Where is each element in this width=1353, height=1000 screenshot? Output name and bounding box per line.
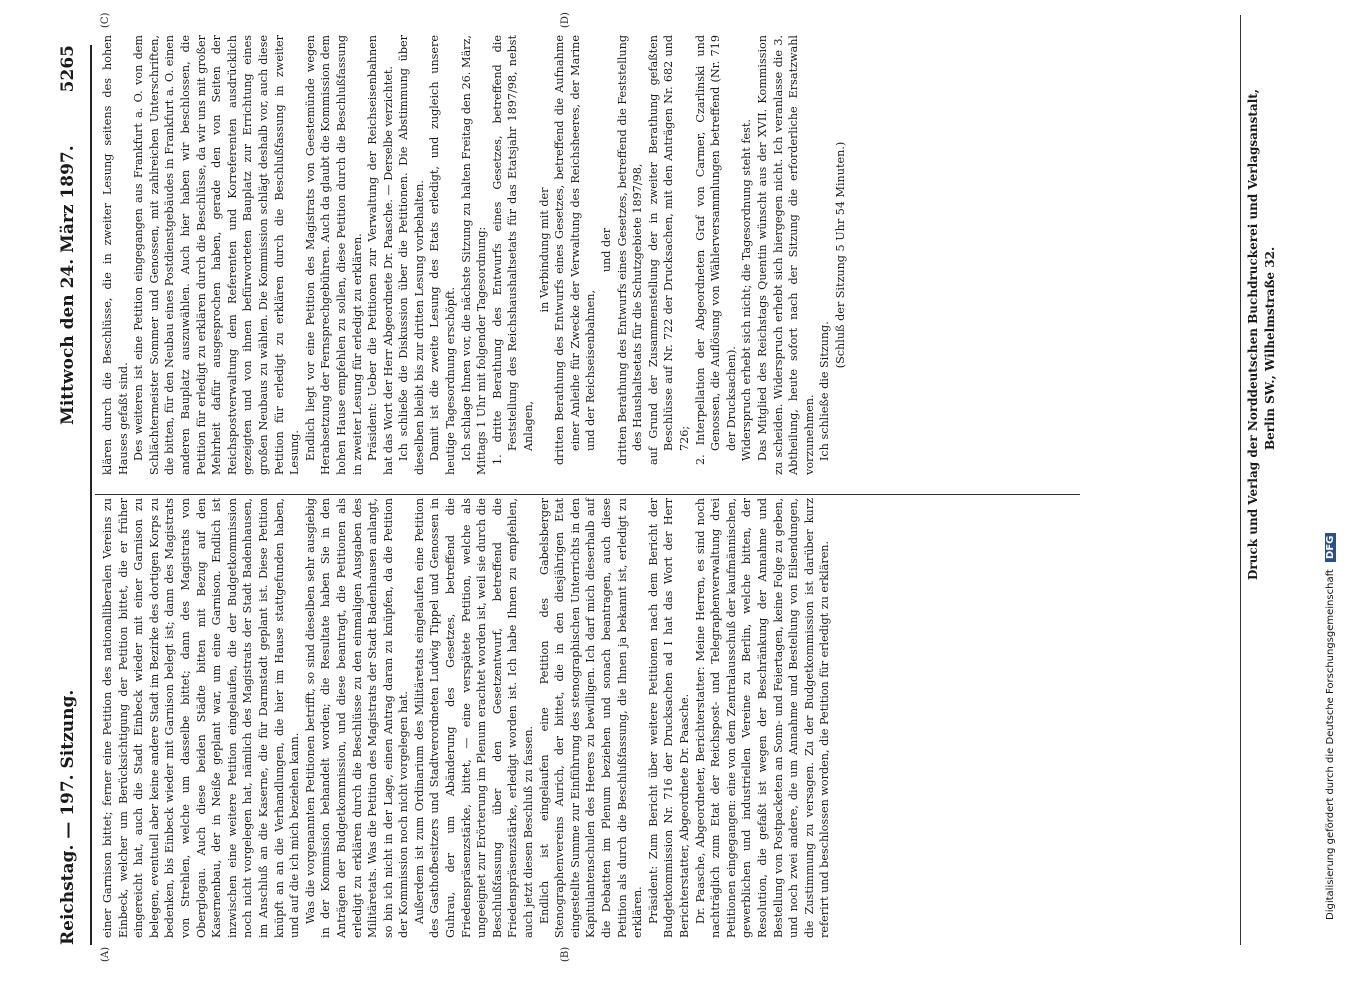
paragraph: Widerspruch erhebt sich nicht; die Tagesordnung steht fest. <box>740 119 754 461</box>
paragraph: Präsident: Ueber die Petitionen zur Verwaltung der Reichseisenbahnen hat das Wort der Herr Abgeordnete Dr. Paasche. — Derselbe verzichtet. <box>366 35 395 475</box>
paragraph: Was die vorgenannten Petitionen betrifft, so sind dieselben sehr ausgiebig in der Kommission behandelt worden; die Resultate haben Sie in den Anträgen der Budgetkommission, und diese beantragt, die Petitionen als erledigt zu erklären durch die Beschlüsse zu den einmaligen Ausgaben des Militäretats. Was die Petition des Magistrats der Stadt Badenhausen anlangt, so bin ich nicht in der Lage, einen Antrag daran zu knüpfen, da die Petition der Kommission noch nicht vorgelegen hat. <box>303 498 411 938</box>
agenda-connector: in Verbindung mit der <box>537 187 551 313</box>
paragraph: Endlich ist eingelaufen eine Petition des Gabelsberger Stenographenvereins Aurich, der bittet, die in den diesjährigen Etat eingestellte Summe zur Einführung des stenographischen Unterrichts in den Kapitulantenschulen des Heeres zu bewilligen. Ich darf mich dieserhalb auf die Debatten im Plenum beziehen und sonach beantragen, auch diese Petition als durch die Beschlußfassung, die Ihnen ja bekannt ist, erledigt zu erklären. <box>537 498 645 938</box>
agenda-item: 1. dritte Berathung des Entwurfs eines Gesetzes, betreffend die Feststellung des Reichshaushaltsetats für das Etatsjahr 1897/98, nebst Anlagen, <box>490 35 536 465</box>
header-date: Mittwoch den 24. März 1897. <box>58 145 78 425</box>
dfg-logo: DFG <box>1325 533 1336 562</box>
digitization-text: Digitalisierung gefördert durch die Deutsche Forschungsgemeinschaft <box>1325 569 1336 920</box>
right-column <box>100 35 849 475</box>
imprint <box>1245 20 1279 580</box>
imprint-rule <box>1240 15 1241 945</box>
agenda-item: 2. Interpellation der Abgeordneten Graf von Carmer, Czarlinski und Genossen, die Auflösung von Wählerversammlungen betreffend (Nr. 719 der Drucksachen). <box>693 35 738 465</box>
paragraph: Präsident: Zum Bericht über weitere Petitionen nach dem Bericht der Budgetkommission Nr. 716 der Drucksachen ad I hat das Wort der Herr Berichterstatter, Abgeordnete Dr. Paasche. <box>646 498 691 938</box>
margin-mark-a: (A) <box>100 946 111 962</box>
paragraph: einer Garnison bittet; ferner eine Petition des nationalliberalen Vereins zu Einbeck, welcher um Berücksichtigung der Petition bittet, die er früher eingereicht hat, auch die Stadt Einbeck wieder mit einer Garnison zu belegen, eventuell aber keine andere Stadt im Bezirke des dortigen Korps zu bedenken, bis Einbeck wieder mit Garnison belegt ist; dann des Magistrats von Strehlen, welche um dasselbe bittet; dann des Magistrats von Oberglogau. Auch diese beiden Städte bitten mit Bezug auf den Kasernenbau, der in Neiße geplant war, um eine Garnison. Endlich ist inzwischen eine weitere Petition eingelaufen, die der Budgetkommission noch nicht vorgelegen hat, nämlich des Magistrats der Stadt Badenhausen, im Anschluß an die Kaserne, die für Darmstadt geplant ist. Diese Petition knüpft an an die Verhandlungen, die hier im Hause stattgefunden haben, und auf die ich mich beziehen kann. <box>101 498 302 938</box>
agenda-connector: und der <box>600 227 613 273</box>
paragraph: Endlich liegt vor eine Petition des Magistrats von Geestemünde wegen Herabsetzung der Fernsprechgebühren. Auch da glaubt die Kommission dem hohen Hause empfehlen zu sollen, diese Petition durch die Beschlußfassung in zweiter Lesung für erledigt zu erklären. <box>303 35 364 475</box>
margin-mark-b: (B) <box>560 946 571 962</box>
header-rule <box>90 45 92 945</box>
column-divider <box>95 494 1080 495</box>
agenda-item: dritten Berathung des Entwurfs eines Gesetzes, betreffend die Aufnahme einer Anleihe für Zwecke der Verwaltung des Reichsheeres, der Marine und der Reichseisenbahnen, <box>553 35 598 465</box>
paragraph: Außerdem ist zum Ordinarium des Militäretats eingelaufen eine Petition des Gasthofbesitzers und Stadtverordneten Ludwig Tippel und Genossen in Guhrau, der um Abänderung des Gesetzes, betreffend die Friedenspräsenzstärke, bittet, — eine verspätete Petition, welche als ungeeignet zur Erörterung im Plenum erachtet worden ist, weil sie durch die Beschlußfassung über den Gesetzentwurf, betreffend die Friedenspräsenzstärke, erledigt worden ist. Ich habe Ihnen zu empfehlen, auch jetzt diesen Beschluß zu fassen. <box>412 498 536 938</box>
paragraph: klären durch die Beschlüsse, die in zweiter Lesung seitens des hohen Hauses gefaßt sind. <box>101 35 130 475</box>
paragraph: Des weiteren ist eine Petition eingegangen aus Frankfurt a. O. von dem Schlächtermeister Sommer und Genossen, mit zahlreichen Unterschriften, die bitten, für den Neubau eines Postdienstgebäudes in Frankfurt a. O. einen anderen Bauplatz auszuwählen. Auch hier haben wir beschlossen, die Petition für erledigt zu erklären durch die Beschlüsse, da wir uns mit großer Mehrheit dafür ausgesprochen haben, gerade den von Seiten der Reichspostverwaltung dem Referenten und Korreferenten ausdrücklich gezeigten und von ihnen befürworteten Bauplatz zur Errichtung eines großen Neubaus zu wählen. Die Kommission schlägt deshalb vor, auch diese Petition für erledigt zu erklären durch die Beschlußfassung in zweiter Lesung. <box>132 35 302 475</box>
paragraph: Ich schließe die Sitzung. <box>818 321 832 461</box>
page-header <box>52 45 88 945</box>
imprint-line: Druck und Verlag der Norddeutschen Buchdruckerei und Verlagsanstalt, <box>1246 89 1260 580</box>
closing-note: (Schluß der Sitzung 5 Uhr 54 Minuten.) <box>833 141 847 369</box>
agenda-item: dritten Berathung des Entwurfs eines Gesetzes, betreffend die Feststellung des Haushaltsetats für die Schutzgebiete 1897/98, <box>615 35 645 465</box>
agenda <box>490 35 740 475</box>
page-number: 5265 <box>58 45 78 93</box>
margin-mark-d: (D) <box>560 12 571 28</box>
header-session: Reichstag. — 197. Sitzung. <box>58 689 78 945</box>
paragraph: Ich schlage Ihnen vor, die nächste Sitzung zu halten Freitag den 26. März, Mittags 1 Uhr mit folgender Tagesordnung: <box>459 35 489 475</box>
imprint-line: Berlin SW., Wilhelmstraße 32. <box>1263 246 1277 450</box>
paragraph: Dr. Paasche, Abgeordneter, Berichterstatter: Meine Herren, es sind noch nachträglich zum Etat der Reichspost- und Telegraphenverwaltung drei Petitionen eingegangen: eine von dem Zentralausschuß der kaufmännischen, gewerblichen und industriellen Vereine zu Berlin, welche bitten, der Resolution, die gefaßt ist wegen der Beschränkung der Annahme und Bestellung von Postpacketen an Sonn- und Feiertagen, keine Folge zu geben, und noch zwei andere, die um Annahme und Bestellung von Eilsendungen, die Zustimmung zu versagen. Zu der Budgetkommission ist darüber kurz referirt und beschlossen worden, die Petition für erledigt zu erklären. <box>693 498 832 938</box>
margin-mark-c: (C) <box>100 12 111 28</box>
paragraph: Damit ist die zweite Lesung des Etats erledigt, und zugleich unsere heutige Tagesordnung erschöpft. <box>428 35 458 475</box>
paragraph: Ich schließe die Diskussion über die Petitionen. Die Abstimmung über dieselben bleibt bis zur dritten Lesung vorbehalten. <box>397 35 426 475</box>
digitization-note <box>1325 20 1336 920</box>
paragraph: Das Mitglied des Reichstags Quentin wünscht aus der XVII. Kommission zu scheiden. Widerspruch erhebt sich hiergegen nicht. Ich veranlasse die 3. Abtheilung, heute sofort nach der Sitzung die erforderliche Ersatzwahl vorzunehmen. <box>755 35 816 475</box>
left-column <box>100 498 833 938</box>
agenda-item: auf Grund der Zusammenstellung der in zweiter Berathung gefaßten Beschlüsse auf Nr. 722 der Drucksachen, mit den Anträgen Nr. 682 und 726; <box>646 35 691 465</box>
